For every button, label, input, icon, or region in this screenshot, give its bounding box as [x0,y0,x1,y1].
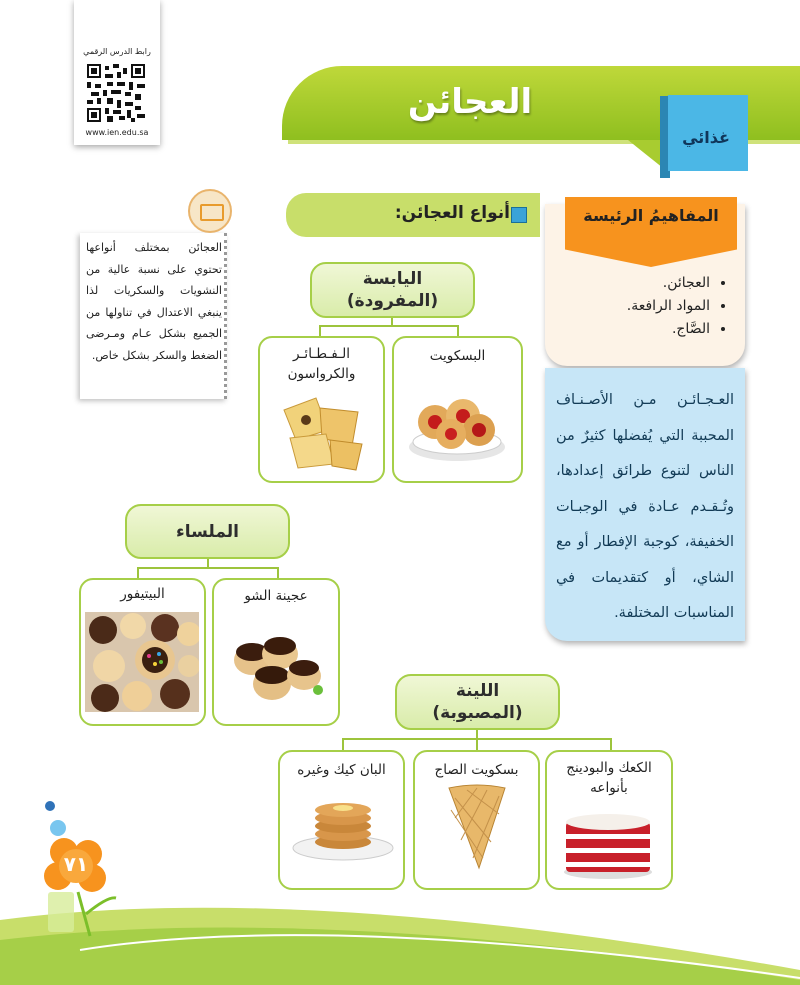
type-label-choux: عجينة الشو [244,588,308,604]
biscuit-image [405,392,510,467]
petit-four-image [85,612,199,712]
type-label-pancake: البان كيك وغيره [297,762,386,778]
type-label-petit-four: البيتيفور [120,586,165,602]
key-concept-item: • المواد الرافعة. [560,295,710,318]
category-dry [310,262,475,318]
key-concepts-list [560,272,732,341]
type-label-pastries [258,344,385,384]
connector-line [319,325,459,327]
intro-text: العـجـائـن مـن الأصـنـاف المحببة التي يُفضلها كثيرٌ من الناس لتنوع طرائق إعدادها، وتُـقـدم عـادة في الوجبـات الخفيفة، كوجبة الإفطار أو مع الشاي، أو كتقديمات في المناسبات المختلفة. [556,392,734,621]
category-dry-subtitle: (المفرودة) [346,291,439,311]
square-bullet-icon [511,207,527,223]
type-label-saj: بسكويت الصاج [434,762,519,778]
pastries-image [276,390,368,472]
section-heading: أنواع العجائن: [394,203,510,223]
cake-image [560,808,658,880]
category-smooth [125,504,290,559]
page-number: ٧١ [63,852,89,876]
connector-line [137,567,279,569]
key-concepts-title: المفاهيمُ الرئيسة [583,206,719,225]
type-label-pastries-line2: والكرواسون [287,366,356,382]
category-smooth-title: الملساء [176,521,239,542]
category-soft-subtitle: (المصبوبة) [432,703,523,723]
qr-code-icon[interactable] [87,64,145,122]
pancake-image [290,796,396,862]
category-soft [395,674,560,730]
key-concept-item: • الصَّاج. [560,318,710,341]
type-label-pastries-line1: الـفـطـائـر [293,346,350,362]
choux-image [222,618,332,708]
unit-label: غذائي [682,128,730,147]
qr-url[interactable]: www.ien.edu.sa [85,128,149,137]
page-title: العجائن [407,82,533,122]
type-label-cake-line1: الكعك والبودينج [566,760,652,776]
type-label-biscuit: البسكويت [429,348,486,364]
key-concept-item: • العجائن. [560,272,710,295]
side-note-text: العجائن بمختلف أنواعها تحتوي على نسبة عالية من النشويات والسكريات لذا ينبغي الاعتدال في تناولها من الجميع بشكل عـام ومـرضى الضغط والسكر بشكل خاص. [86,241,222,362]
category-dry-title: اليابسة [362,269,423,289]
saj-cone-image [447,782,507,870]
type-label-cake-line2: بأنواعه [590,780,628,796]
type-label-cake [545,758,673,798]
book-icon [188,189,232,233]
category-soft-title: اللينة [455,681,500,701]
qr-caption: رابط الدرس الرقمي [83,47,151,56]
